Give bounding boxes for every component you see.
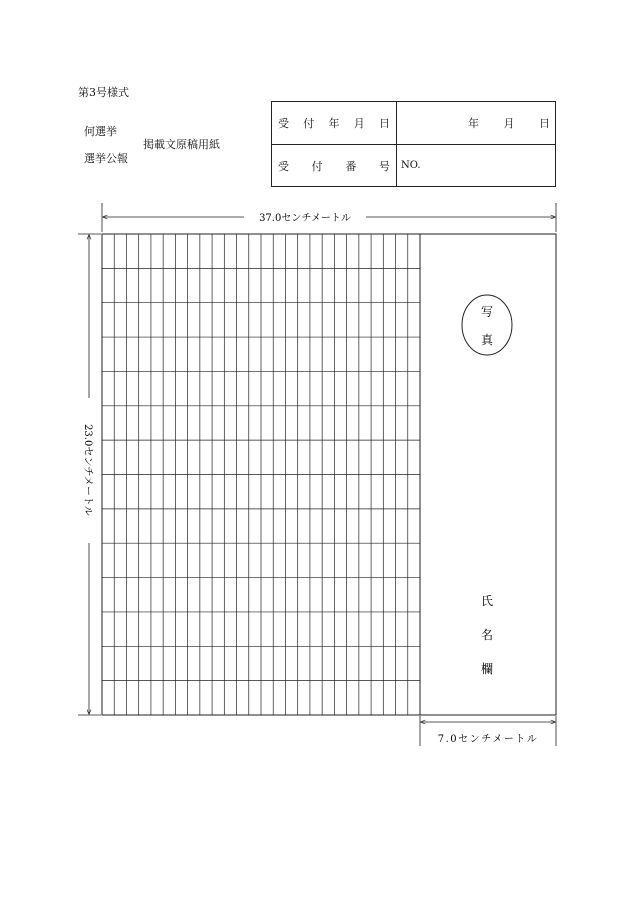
receipt-number-label: 受付番号 [278,160,390,173]
photo-label-1: 写 [480,305,494,319]
manuscript-grid[interactable] [102,234,420,715]
receipt-number-field[interactable]: NO. [401,160,421,171]
receipt-date-label: 受付年月日 [278,117,390,130]
side-panel-dimension-label: 7.0センチメートル [437,734,539,745]
form-number-label: 第3号様式 [78,86,129,99]
name-label-1: 氏 [480,594,494,608]
receipt-date-field[interactable]: 年月日 [468,117,550,130]
name-label-2: 名 [480,628,494,642]
height-dimension-label: 23.0センチメートル [82,424,93,516]
election-name: 何選挙 [84,125,117,138]
photo-label-2: 真 [480,333,494,347]
width-dimension-label: 37.0センチメートル [259,213,351,224]
document-title: 掲載文原稿用紙 [143,138,220,151]
name-label-3: 欄 [480,662,494,676]
election-bulletin-label: 選挙公報 [84,152,128,165]
